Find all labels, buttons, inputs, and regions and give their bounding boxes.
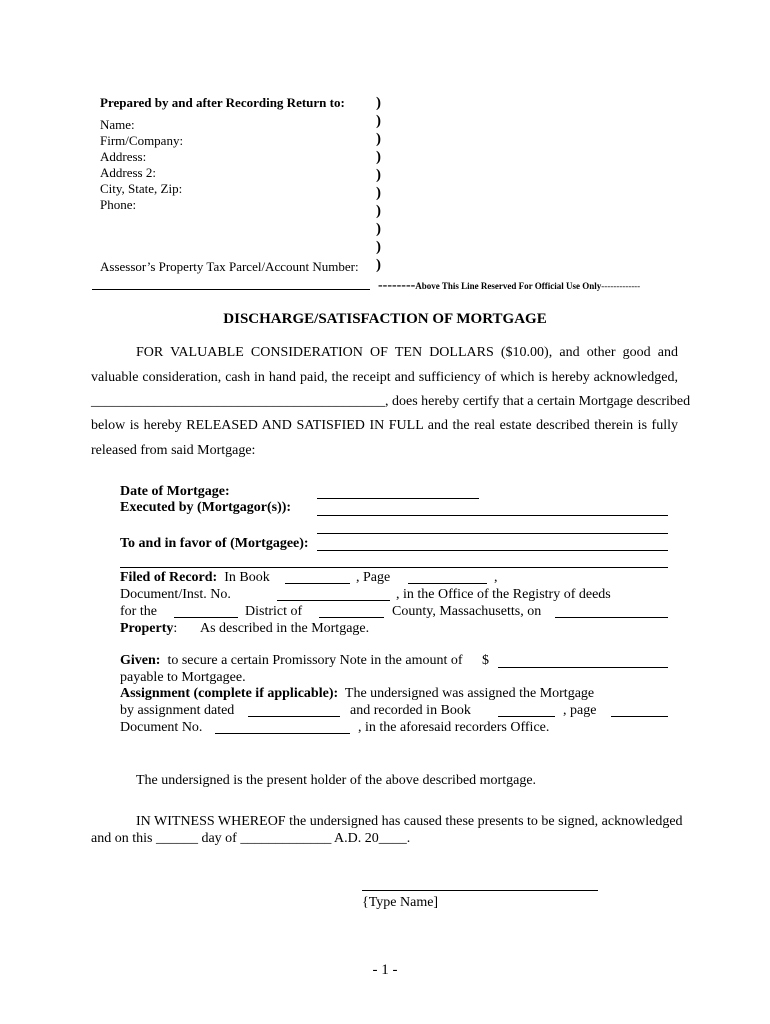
document-no-label: Document No. bbox=[120, 720, 203, 735]
type-name-placeholder: {Type Name] bbox=[362, 895, 439, 910]
bracket-paren: ) bbox=[376, 221, 381, 237]
official-dashes: -------- bbox=[378, 278, 416, 293]
mortgagee-blank-2[interactable] bbox=[120, 567, 668, 568]
address2-field-label: Address 2: bbox=[100, 165, 156, 180]
body-line-1: FOR VALUABLE CONSIDERATION OF TEN DOLLARS ($10.00), and other good and bbox=[136, 345, 678, 360]
bracket-paren: ) bbox=[376, 95, 381, 111]
assignment-date-blank[interactable] bbox=[248, 716, 340, 717]
property-text: As described in the Mortgage. bbox=[200, 621, 370, 636]
page-label: , Page bbox=[356, 570, 391, 585]
dollar-sign: $ bbox=[482, 653, 489, 668]
recorded-in-book-label: and recorded in Book bbox=[350, 703, 471, 718]
body-line-4: below is hereby RELEASED AND SATISFIED IN FULL and the real estate described therein is fully bbox=[91, 418, 678, 433]
given-text: to secure a certain Promissory Note in the amount of bbox=[167, 653, 463, 668]
mortgagee-blank-1[interactable] bbox=[317, 550, 668, 551]
doc-inst-label: Document/Inst. No. bbox=[120, 587, 231, 602]
grantor-blank[interactable]: __________________________________________ bbox=[91, 394, 385, 409]
assignment-label: Assignment (complete if applicable): bbox=[120, 686, 339, 701]
amount-blank[interactable] bbox=[498, 667, 668, 668]
bracket-paren: ) bbox=[376, 203, 381, 219]
property-line bbox=[120, 621, 177, 637]
county-text: County, Massachusetts, on bbox=[392, 604, 542, 619]
aforesaid-text: , in the aforesaid recorders Office. bbox=[358, 720, 550, 735]
district-of-label: District of bbox=[245, 604, 303, 619]
registry-text: , in the Office of the Registry of deeds bbox=[396, 587, 611, 602]
payable-text: payable to Mortgagee. bbox=[120, 670, 246, 685]
bracket-paren: ) bbox=[376, 185, 381, 201]
firm-field-label: Firm/Company: bbox=[100, 133, 184, 148]
body-line-2: valuable consideration, cash in hand paid, the receipt and sufficiency of which is hereby acknowledged, bbox=[91, 370, 678, 385]
book-blank[interactable] bbox=[285, 583, 350, 584]
page-blank[interactable] bbox=[408, 583, 487, 584]
bracket-paren: ) bbox=[376, 113, 381, 129]
district-blank[interactable] bbox=[319, 617, 384, 618]
bracket-paren: ) bbox=[376, 239, 381, 255]
mortgagee-label: To and in favor of (Mortgagee): bbox=[120, 536, 309, 551]
bracket-paren: ) bbox=[376, 149, 381, 165]
assignment-page-blank[interactable] bbox=[611, 716, 668, 717]
given-line bbox=[120, 653, 463, 669]
body-line-3-text: , does hereby certify that a certain Mortgage described bbox=[385, 394, 691, 409]
assignment-text: The undersigned was assigned the Mortgage bbox=[344, 686, 595, 701]
assignment-book-blank[interactable] bbox=[498, 716, 555, 717]
date-of-mortgage-label: Date of Mortgage: bbox=[120, 484, 230, 499]
filed-of-record-line bbox=[120, 570, 270, 586]
assignment-page-label: , page bbox=[563, 703, 597, 718]
bracket-paren: ) bbox=[376, 131, 381, 147]
official-use-line bbox=[378, 276, 640, 294]
phone-field-label: Phone: bbox=[100, 197, 137, 212]
mortgagor-blank-2[interactable] bbox=[317, 533, 668, 534]
prepared-by-label: Prepared by and after Recording Return to: bbox=[100, 95, 345, 110]
date-of-mortgage-blank[interactable] bbox=[317, 498, 479, 499]
bracket-paren: ) bbox=[376, 167, 381, 183]
property-label: Property bbox=[120, 621, 174, 636]
page-number: - 1 - bbox=[372, 962, 398, 978]
page-comma: , bbox=[494, 570, 498, 585]
witness-line-1: IN WITNESS WHEREOF the undersigned has caused these presents to be signed, acknowledged bbox=[136, 814, 683, 829]
by-assignment-label: by assignment dated bbox=[120, 703, 235, 718]
body-line-3 bbox=[91, 394, 691, 410]
given-label: Given: bbox=[120, 653, 161, 668]
signature-line[interactable] bbox=[362, 890, 598, 891]
bracket-paren: ) bbox=[376, 257, 381, 273]
holder-statement: The undersigned is the present holder of the above described mortgage. bbox=[136, 773, 537, 788]
name-field-label: Name: bbox=[100, 117, 135, 132]
document-no-blank[interactable] bbox=[215, 733, 350, 734]
body-line-5: released from said Mortgage: bbox=[91, 443, 256, 458]
document-title: DISCHARGE/SATISFACTION OF MORTGAGE bbox=[223, 311, 547, 327]
recorded-on-blank[interactable] bbox=[555, 617, 668, 618]
official-use-text: Above This Line Reserved For Official Use Only bbox=[415, 281, 602, 291]
city-field-label: City, State, Zip: bbox=[100, 181, 183, 196]
property-colon: : bbox=[173, 621, 178, 636]
in-book-label: In Book bbox=[224, 570, 270, 585]
official-dashes-tail: ------------- bbox=[601, 281, 641, 291]
parcel-label: Assessor’s Property Tax Parcel/Account Number: bbox=[100, 259, 359, 274]
mortgagor-blank-1[interactable] bbox=[317, 515, 668, 516]
filed-of-record-label: Filed of Record: bbox=[120, 570, 218, 585]
executed-by-label: Executed by (Mortgagor(s)): bbox=[120, 500, 292, 515]
doc-inst-blank[interactable] bbox=[277, 600, 390, 601]
address-field-label: Address: bbox=[100, 149, 147, 164]
header-rule bbox=[92, 289, 370, 290]
assignment-line bbox=[120, 686, 594, 702]
for-the-blank[interactable] bbox=[174, 617, 238, 618]
witness-line-2: and on this ______ day of _____________ A.D. 20____. bbox=[91, 831, 411, 846]
for-the-label: for the bbox=[120, 604, 157, 619]
